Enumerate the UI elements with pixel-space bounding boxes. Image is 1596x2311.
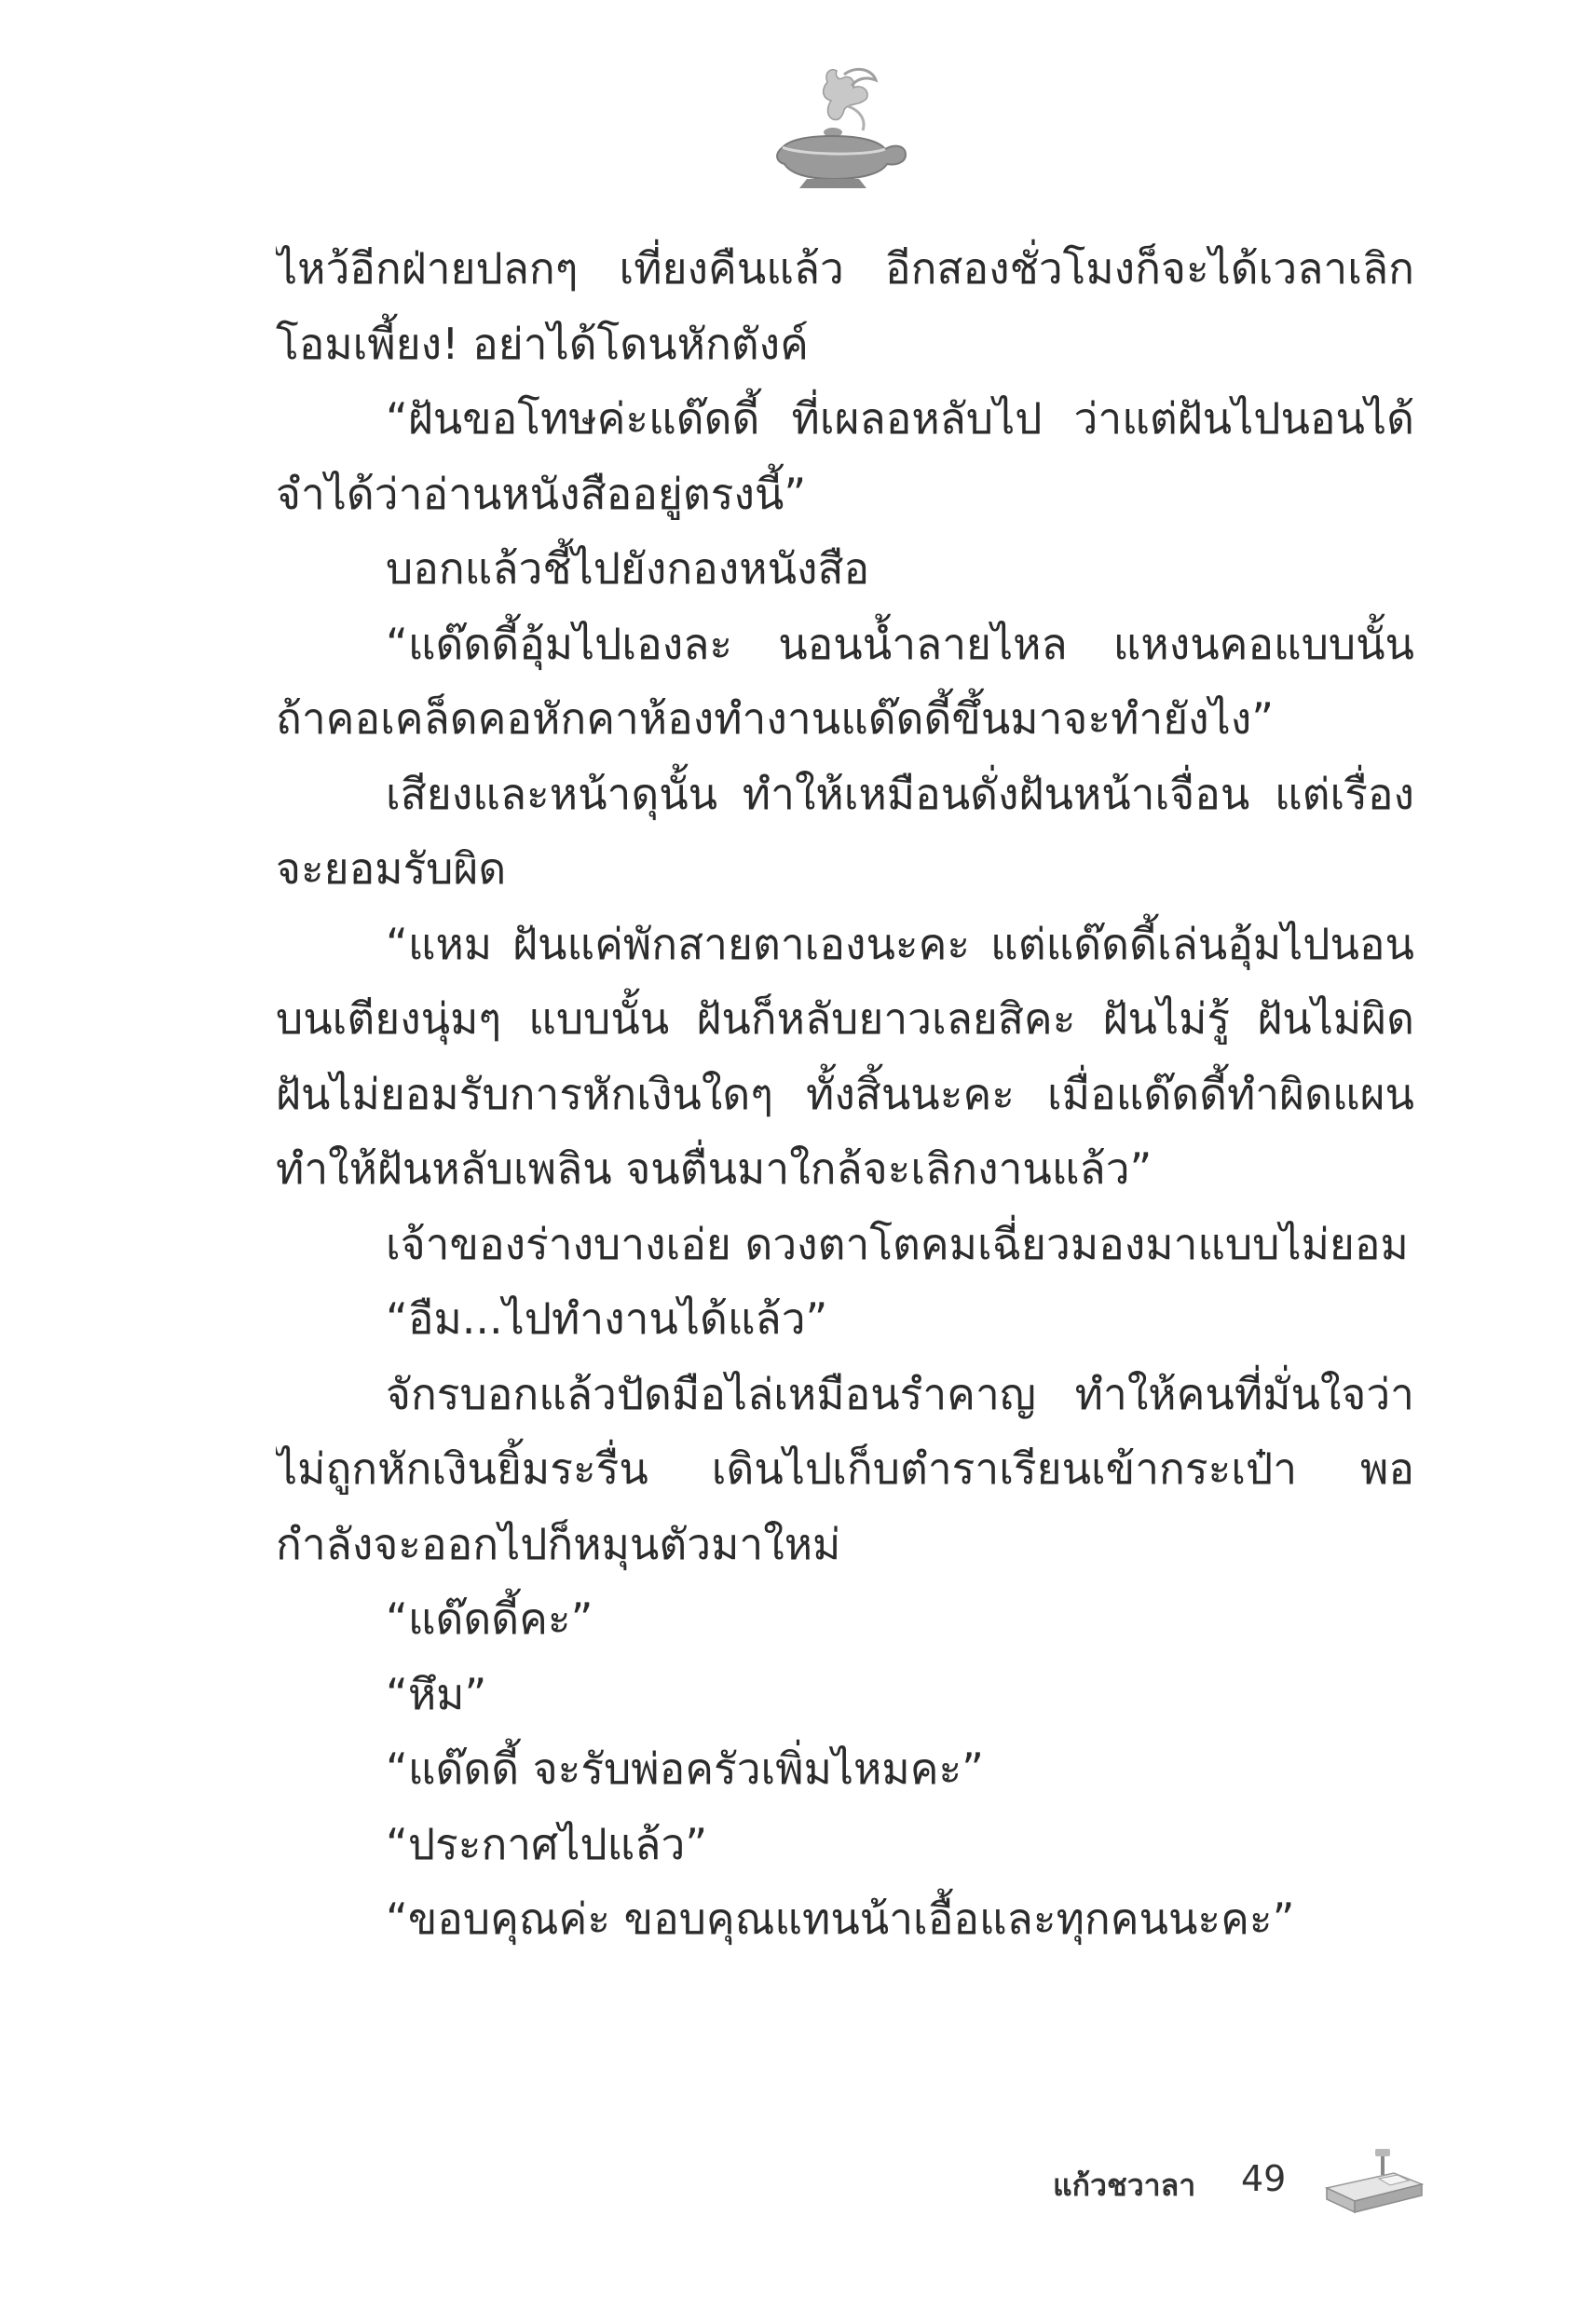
text-line: เจ้าของร่างบางเอ่ย ดวงตาโตคมเฉี่ยวมองมาแบบไม่ยอม — [386, 1218, 1409, 1269]
genie-lamp-icon — [770, 65, 909, 196]
text-line: จักรบอกแล้วปัดมือไล่เหมือนรำคาญ ทำให้คนที่มั่นใจว่า — [386, 1368, 1414, 1419]
page-footer — [1025, 2143, 1416, 2227]
text-line: “แด๊ดดี้อุ้มไปเองละ นอนน้ำลายไหล แหงนคอแบบนั้น — [386, 618, 1414, 669]
body-text — [276, 231, 1414, 1957]
text-line: บอกแล้วชี้ไปยังกองหนังสือ — [386, 543, 870, 594]
text-line: “ขอบคุณค่ะ ขอบคุณแทนน้าเอื้อและทุกคนนะคะ” — [386, 1894, 1295, 1944]
text-line: เสียงและหน้าดุนั้น ทำให้เหมือนดั่งฝันหน้าเจื่อน แต่เรื่อง — [386, 768, 1414, 819]
book-title: แก้วชวาลา — [1053, 2167, 1196, 2203]
text-line: ฝันไม่ยอมรับการหักเงินใดๆ ทั้งสิ้นนะคะ เมื่อแด๊ดดี้ทำผิดแผน — [276, 1068, 1414, 1119]
text-line: “อืม...ไปทำงานได้แล้ว” — [386, 1293, 828, 1344]
text-line: “แด๊ดดี้ จะรับพ่อครัวเพิ่มไหมคะ” — [386, 1744, 985, 1794]
text-line: กำลังจะออกไปก็หมุนตัวมาใหม่ — [276, 1518, 841, 1569]
text-line: บนเตียงนุ่มๆ แบบนั้น ฝันก็หลับยาวเลยสิคะ ฝันไม่รู้ ฝันไม่ผิด — [276, 993, 1414, 1044]
text-line: จะยอมรับผิด — [276, 843, 507, 894]
text-line: “หึม” — [386, 1668, 487, 1719]
page-number: 49 — [1241, 2158, 1287, 2199]
text-line: ไหว้อีกฝ่ายปลกๆ เที่ยงคืนแล้ว อีกสองชั่วโมงก็จะได้เวลาเลิก — [276, 243, 1414, 294]
text-line: “แด๊ดดี้คะ” — [386, 1593, 593, 1644]
text-line: “ฝันขอโทษค่ะแด๊ดดี้ ที่เผลอหลับไป ว่าแต่ฝันไปนอนได้ — [386, 393, 1414, 444]
text-line: “ประกาศไปแล้ว” — [386, 1818, 708, 1869]
bed-icon — [1323, 2147, 1425, 2222]
text-line: ทำให้ฝันหลับเพลิน จนตื่นมาใกล้จะเลิกงานแล้ว” — [276, 1143, 1153, 1194]
text-line: “แหม ฝันแค่พักสายตาเองนะคะ แต่แด๊ดดี้เล่นอุ้มไปนอน — [386, 918, 1414, 969]
text-line: ไม่ถูกหักเงินยิ้มระรื่น เดินไปเก็บตำราเรียนเข้ากระเป๋า พอ — [276, 1443, 1414, 1494]
text-line: จำได้ว่าอ่านหนังสืออยู่ตรงนี้” — [276, 468, 807, 519]
text-line: ถ้าคอเคล็ดคอหักคาห้องทำงานแด๊ดดี้ขึ้นมาจะทำยังไง” — [276, 693, 1275, 744]
text-line: โอมเพี้ยง! อย่าได้โดนหักตังค์ — [276, 318, 809, 369]
